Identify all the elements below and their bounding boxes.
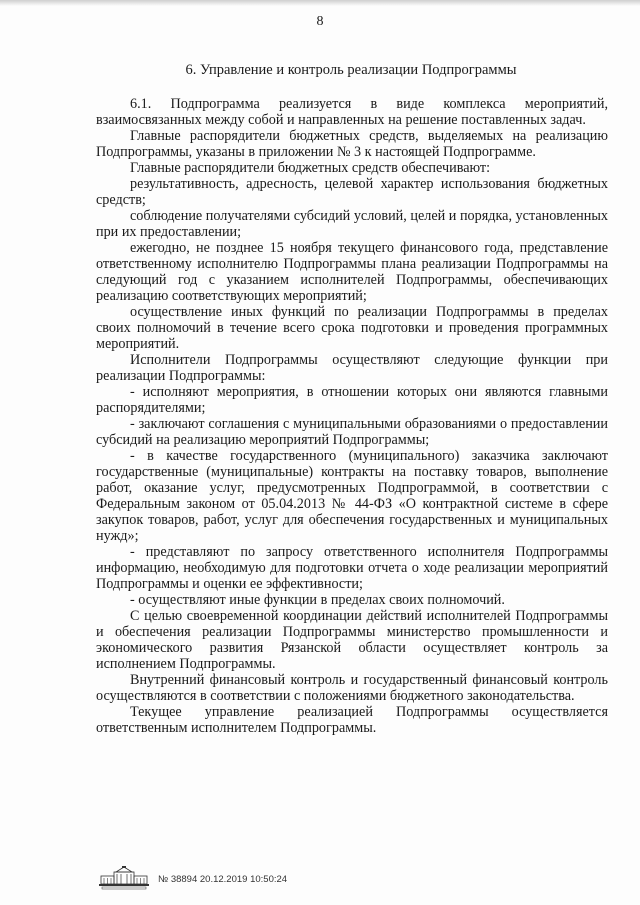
list-item: - заключают соглашения с муниципальными образованиями о предоставлении субсидий на реализацию мероприятий Подпрограммы; [96,416,608,448]
document-body [96,96,608,736]
paragraph: 6.1. Подпрограмма реализуется в виде комплекса мероприятий, взаимосвязанных между собой и направленных на решение поставленных задач. [96,96,608,128]
paragraph: Текущее управление реализацией Подпрограммы осуществляется ответственным исполнителем Подпрограммы. [96,704,608,736]
government-building-icon [98,866,150,890]
page-number: 8 [316,14,324,29]
list-item: - представляют по запросу ответственного исполнителя Подпрограммы информацию, необходимую для подготовки отчета о ходе реализации мероприятий Подпрограммы и оценки ее эффективности; [96,544,608,592]
paragraph: Внутренний финансовый контроль и государственный финансовый контроль осуществляются в соответствии с положениями бюджетного законодательства. [96,672,608,704]
paragraph: ежегодно, не позднее 15 ноября текущего финансового года, представление ответственному исполнителю Подпрограммы плана реализации Подпрограммы на следующий год с указанием исполнителей Подпрограммы, обеспечивающих реализацию соответствующих мероприятий; [96,240,608,304]
paragraph: С целью своевременной координации действий исполнителей Подпрограммы и обеспечения реализации Подпрограммы министерство промышленности и экономического развития Рязанской области осуществляет контроль за исполнением Подпрограммы. [96,608,608,672]
list-item: - осуществляют иные функции в пределах своих полномочий. [130,592,505,608]
section-title: 6. Управление и контроль реализации Подпрограммы [185,62,517,78]
paragraph: Главные распорядители бюджетных средств обеспечивают: [130,160,491,176]
scan-edge [0,0,640,6]
paragraph: Главные распорядители бюджетных средств, выделяемых на реализацию Подпрограммы, указаны в приложении № 3 к настоящей Подпрограмме. [96,128,608,160]
registration-stamp [98,866,287,890]
list-item: - в качестве государственного (муниципального) заказчика заключают государственные (муниципальные) контракты на поставку товаров, выполнение работ, оказание услуг, предусмотренных Подпрограммой, в соответствии с Федеральным законом от 05.04.2013 № 44-ФЗ «О контрактной системе в сфере закупок товаров, работ, услуг для обеспечения государственных и муниципальных нужд»; [96,448,608,544]
list-item: - исполняют мероприятия, в отношении которых они являются главными распорядителями; [96,384,608,416]
paragraph: соблюдение получателями субсидий условий, целей и порядка, установленных при их предоставлении; [96,208,608,240]
paragraph: осуществление иных функций по реализации Подпрограммы в пределах своих полномочий в течение всего срока подготовки и проведения программных мероприятий. [96,304,608,352]
paragraph: Исполнители Подпрограммы осуществляют следующие функции при реализации Подпрограммы: [96,352,608,384]
registration-number: № 38894 20.12.2019 10:50:24 [158,874,288,885]
paragraph: результативность, адресность, целевой характер использования бюджетных средств; [96,176,608,208]
